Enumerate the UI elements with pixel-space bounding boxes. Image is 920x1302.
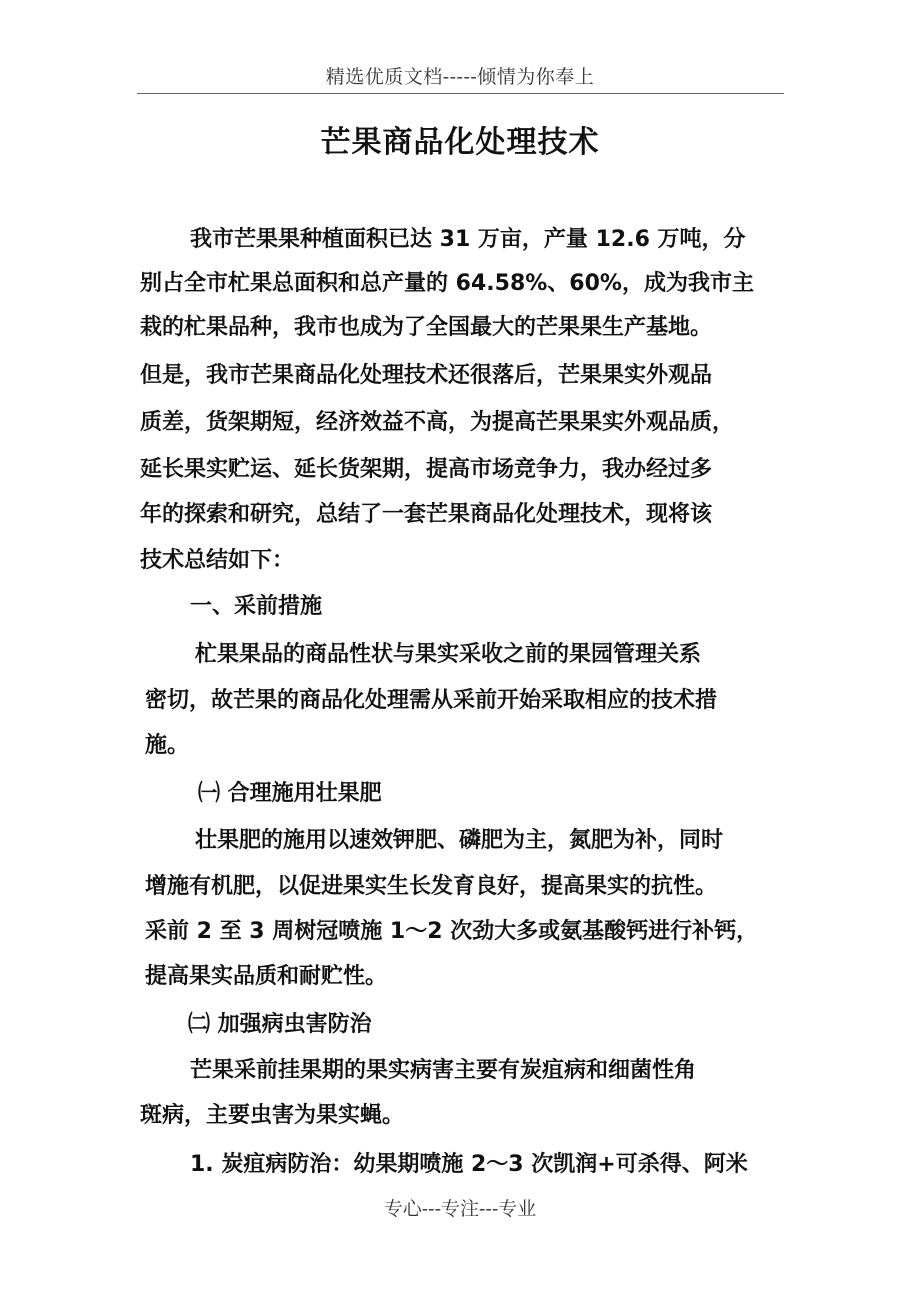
document-title: 芒果商品化处理技术 bbox=[320, 125, 600, 160]
body-line: 壮果肥的施用以速效钾肥、磷肥为主，氮肥为补，同时 bbox=[195, 828, 724, 853]
body-line: 施。 bbox=[145, 733, 190, 758]
body-line: 技术总结如下： bbox=[140, 548, 295, 573]
subsection-heading: ㈠ 合理施用壮果肥 bbox=[198, 781, 382, 806]
subsection-heading: ㈡ 加强病虫害防治 bbox=[188, 1012, 372, 1037]
body-line: 别占全市杧果总面积和总产量的 64.58%、60%，成为我市主 bbox=[140, 271, 754, 296]
list-item: 1. 炭疽病防治：幼果期喷施 2～3 次凯润+可杀得、阿米 bbox=[190, 1152, 748, 1177]
body-line: 增施有机肥，以促进果实生长发育良好，提高果实的抗性。 bbox=[145, 874, 718, 899]
section-heading: 一、采前措施 bbox=[190, 594, 323, 619]
body-line: 年的探索和研究，总结了一套芒果商品化处理技术，现将该 bbox=[140, 502, 713, 527]
body-line: 但是，我市芒果商品化处理技术还很落后，芒果果实外观品 bbox=[140, 363, 713, 388]
body-line: 延长果实贮运、延长货架期，提高市场竞争力，我办经过多 bbox=[140, 457, 713, 482]
body-line: 杧果果品的商品性状与果实采收之前的果园管理关系 bbox=[195, 642, 702, 667]
page-footer: 专心---专注---专业 bbox=[383, 1198, 537, 1220]
body-line: 我市芒果果种植面积已达 31 万亩，产量 12.6 万吨，分 bbox=[190, 227, 746, 252]
body-line: 质差，货架期短，经济效益不高，为提高芒果果实外观品质， bbox=[140, 410, 735, 435]
body-line: 采前 2 至 3 周树冠喷施 1～2 次劲大多或氨基酸钙进行补钙， bbox=[145, 919, 759, 944]
body-line: 芒果采前挂果期的果实病害主要有炭疽病和细菌性角 bbox=[190, 1058, 697, 1083]
body-line: 密切，故芒果的商品化处理需从采前开始采取相应的技术措 bbox=[145, 688, 718, 713]
body-line: 栽的杧果品种，我市也成为了全国最大的芒果果生产基地。 bbox=[140, 315, 713, 340]
body-line: 斑病，主要虫害为果实蝇。 bbox=[140, 1103, 405, 1128]
header-divider bbox=[137, 93, 784, 94]
page-header: 精选优质文档-----倾情为你奉上 bbox=[325, 66, 595, 88]
body-line: 提高果实品质和耐贮性。 bbox=[145, 964, 388, 989]
